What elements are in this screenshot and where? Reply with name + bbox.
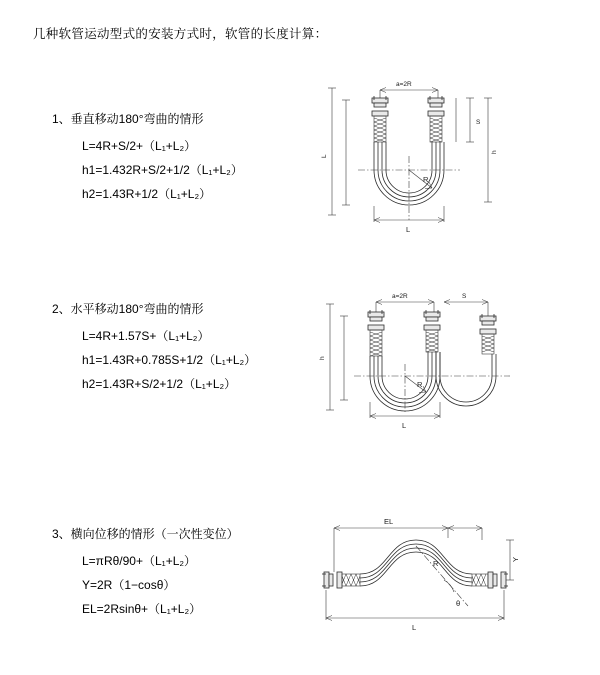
figure-vertical-180	[310, 70, 530, 290]
figure-horizontal-180	[310, 280, 530, 480]
formula: h2=1.43R+S/2+1/2（L₁+L₂）	[82, 377, 237, 391]
svg-text:h: h	[319, 356, 326, 360]
section-3-formulas	[82, 549, 201, 621]
svg-text:a=2R: a=2R	[392, 293, 408, 300]
svg-text:L: L	[402, 421, 407, 430]
svg-text:S: S	[462, 293, 467, 300]
section-2-title: 2、水平移动180°弯曲的情形	[52, 302, 204, 316]
section-2-formulas	[82, 324, 256, 396]
dim-right-label: S	[476, 119, 481, 126]
formula: Y=2R（1−cosθ）	[82, 578, 176, 592]
svg-text:R: R	[417, 380, 423, 389]
formula: L=4R+1.57S+（L₁+L₂）	[82, 329, 210, 343]
formula: L=4R+S/2+（L₁+L₂）	[82, 139, 197, 153]
page-title: 几种软管运动型式的安装方式时，软管的长度计算：	[33, 27, 328, 41]
dim-top-label: a=2R	[396, 81, 412, 88]
dim-bottom-label: L	[406, 225, 411, 234]
formula: h2=1.43R+1/2（L₁+L₂）	[82, 187, 212, 201]
section-1-title: 1、垂直移动180°弯曲的情形	[52, 112, 204, 126]
dim-l-label-3: L	[412, 623, 417, 632]
dim-theta-label: θ	[456, 599, 461, 608]
section-3-title: 3、横向位移的情形（一次性变位）	[52, 527, 239, 541]
formula: EL=2Rsinθ+（L₁+L₂）	[82, 602, 202, 616]
svg-text:L: L	[321, 154, 328, 158]
figure-lateral-offset	[296, 510, 526, 650]
formula: L=πRθ/90+（L₁+L₂）	[82, 554, 197, 568]
section-1-formulas	[82, 134, 243, 206]
formula: h1=1.432R+S/2+1/2（L₁+L₂）	[82, 163, 243, 177]
dim-radius-label-3: R	[433, 559, 439, 568]
formula: h1=1.43R+0.785S+1/2（L₁+L₂）	[82, 353, 257, 367]
svg-text:h: h	[491, 150, 498, 154]
dim-el-label: EL	[384, 517, 394, 526]
dim-y-label: Y	[511, 556, 520, 562]
dim-radius-label: R	[423, 175, 429, 184]
